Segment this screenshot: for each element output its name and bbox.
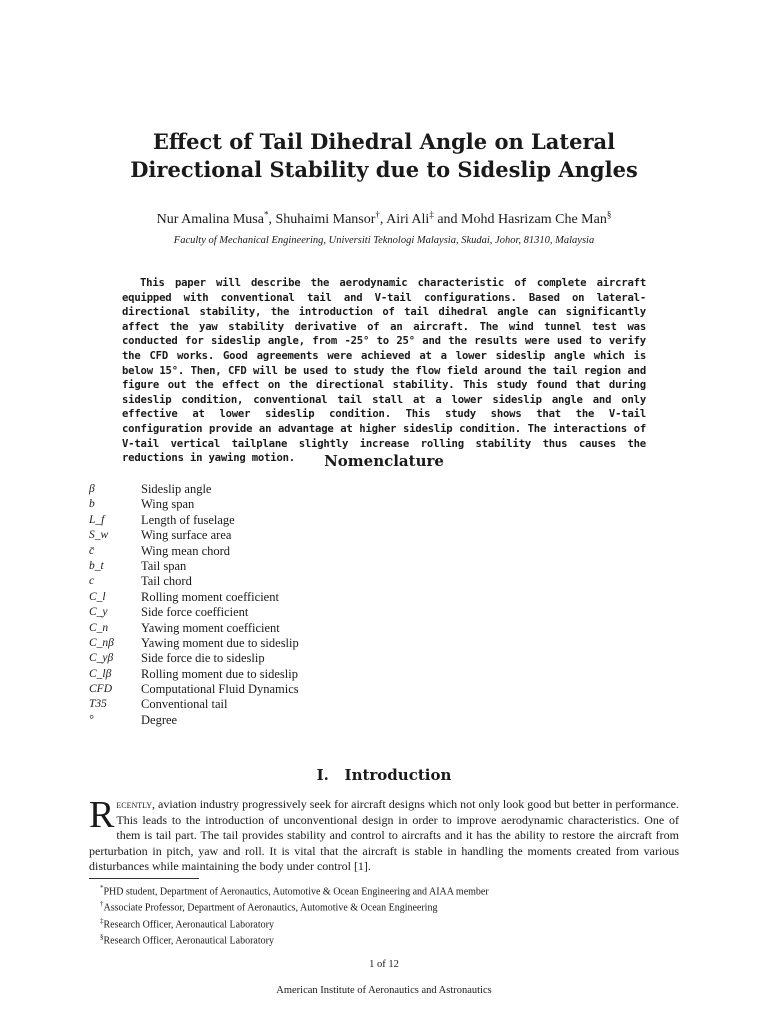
nomenclature-symbol: c — [89, 575, 95, 588]
nomenclature-definition: Yawing moment coefficient — [141, 620, 280, 635]
nomenclature-symbol: C_l — [89, 590, 106, 603]
nomenclature-symbol: C_n — [89, 621, 109, 634]
drop-cap: R — [89, 794, 115, 836]
nomenclature-definition: Tail span — [141, 558, 187, 573]
footnote: ‡Research Officer, Aeronautical Laboratory — [100, 916, 274, 930]
nomenclature-symbol: b_t — [89, 559, 104, 572]
footnote: †Associate Professor, Department of Aeronautics, Automotive & Ocean Engineering — [100, 900, 438, 914]
nomenclature-symbol: c̄ — [89, 544, 95, 557]
nomenclature-symbol: C_yβ — [89, 652, 114, 665]
nomenclature-symbol: L_f — [89, 513, 105, 526]
nomenclature-row — [89, 605, 509, 620]
author-2: Shuhaimi Mansor†, — [275, 209, 384, 227]
nomenclature-list — [89, 482, 509, 728]
nomenclature-definition: Rolling moment coefficient — [141, 589, 279, 604]
nomenclature-definition: Wing surface area — [141, 528, 232, 543]
abstract: This paper will describe the aerodynamic characteristic of complete aircraft equipped with conventional tail and V-tail configurations. Based on lateral-directional stability, the introduction of tail dihedral angle can significantly affect the yaw stability derivative of an aircraft. The wind tunnel test was conducted for sideslip angle, from -25° to 25° and the results were used to verify the CFD works. Good agreements were achieved at a lower sideslip angle which is below 15°. Then, CFD will be used to study the flow field around the tail region and figure out the effect on the directional stability. This study found that during sideslip condition, conventional tail stall at a lower sideslip angle and only effective at lower sideslip condition. This study shows that the V-tail configuration provide an advantage at higher sideslip condition. The interactions of V-tail vertical tailplane slightly increase rolling stability thus causes the reductions in yawing motion. — [122, 277, 646, 465]
nomenclature-row — [89, 513, 509, 528]
nomenclature-row — [89, 590, 509, 605]
nomenclature-row — [89, 713, 509, 728]
nomenclature-row — [89, 559, 509, 574]
nomenclature-symbol: ° — [89, 713, 94, 726]
nomenclature-row — [89, 574, 509, 589]
nomenclature-row — [89, 636, 509, 651]
section-title: Introduction — [344, 766, 452, 784]
nomenclature-symbol: β — [89, 483, 95, 495]
nomenclature-definition: Sideslip angle — [141, 482, 212, 496]
nomenclature-symbol: b — [89, 498, 95, 511]
nomenclature-definition: Length of fuselage — [141, 512, 235, 527]
nomenclature-definition: Computational Fluid Dynamics — [141, 682, 299, 697]
author-1: Nur Amalina Musa*, — [156, 209, 272, 227]
affiliation: Faculty of Mechanical Engineering, Universiti Teknologi Malaysia, Skudai, Johor, 81310, Malaysia — [173, 235, 595, 246]
author-4: and Mohd Hasrizam Che Man§ — [437, 209, 612, 227]
nomenclature-row — [89, 682, 509, 697]
footnote: §Research Officer, Aeronautical Laboratory — [100, 932, 274, 947]
author-3: Airi Ali‡ — [386, 209, 434, 227]
footnote: *PHD student, Department of Aeronautics, Automotive & Ocean Engineering and AIAA member — [100, 884, 489, 898]
nomenclature-symbol: CFD — [89, 683, 112, 696]
footnotes — [100, 882, 660, 947]
intro-body: , aviation industry progressively seek for aircraft designs which not only look good but better in performance. This leads to the introduction of unconventional design in order to improve aerodynamic characteristics. One of them is tail part. The tail provides stability and control to aircrafts and it has the ability to restore the aircraft from perturbation in pitch, yaw and roll. It is vital that the aircraft is stable in handling the moments created from various disturbances while maintaining the body under control [1]. — [89, 797, 679, 873]
nomenclature-symbol: C_y — [89, 606, 108, 619]
page-number: 1 of 12 — [369, 959, 399, 970]
nomenclature-heading: Nomenclature — [324, 452, 444, 470]
nomenclature-definition: Wing mean chord — [141, 543, 231, 558]
section-number: I. — [316, 766, 329, 784]
introduction-paragraph — [89, 794, 679, 875]
nomenclature-definition: Wing span — [141, 497, 195, 512]
paper-title: Effect of Tail Dihedral Angle on Lateral Directional Stability due to Sideslip Angles — [130, 129, 638, 182]
lead-word: ecently — [116, 797, 152, 811]
footnote-rule — [89, 878, 199, 879]
nomenclature-symbol: T35 — [89, 698, 107, 711]
nomenclature-definition: Side force die to sideslip — [141, 651, 265, 666]
nomenclature-definition: Conventional tail — [141, 697, 228, 712]
section-heading — [0, 766, 768, 784]
nomenclature-definition: Side force coefficient — [141, 605, 249, 620]
nomenclature-symbol: S_w — [89, 529, 109, 542]
nomenclature-row — [89, 544, 509, 559]
nomenclature-definition: Yawing moment due to sideslip — [141, 635, 299, 650]
nomenclature-row — [89, 667, 509, 682]
nomenclature-definition: Degree — [141, 712, 178, 727]
author-list — [60, 209, 708, 228]
nomenclature-row — [89, 651, 509, 666]
nomenclature-row — [89, 528, 509, 543]
nomenclature-row — [89, 482, 509, 497]
nomenclature-symbol: C_lβ — [89, 667, 112, 680]
nomenclature-row — [89, 697, 509, 712]
nomenclature-definition: Rolling moment due to sideslip — [141, 666, 298, 681]
journal-footer: American Institute of Aeronautics and Astronautics — [276, 985, 492, 996]
nomenclature-definition: Tail chord — [141, 574, 192, 589]
nomenclature-row — [89, 497, 509, 512]
nomenclature-symbol: C_nβ — [89, 636, 114, 649]
nomenclature-row — [89, 621, 509, 636]
